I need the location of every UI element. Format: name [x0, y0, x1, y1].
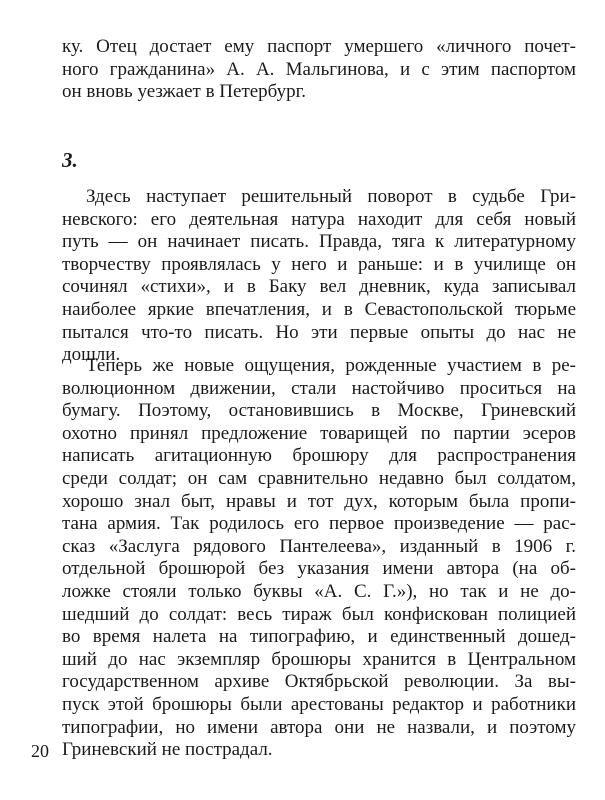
paragraph-2 — [62, 355, 576, 762]
text-line: волюционном движении, стали настойчиво проситься на — [62, 377, 576, 399]
text-line: сказ «Заслуга рядового Пантелеева», изданный в 1906 г. — [62, 535, 576, 557]
paragraph-1 — [62, 186, 576, 367]
text-line: шедший до солдат: весь тираж был конфискован полицией — [62, 603, 576, 625]
text-line: сочинял «стихи», и в Баку вел дневник, куда записывал — [62, 276, 576, 298]
text-line: наиболее яркие впечатления, и в Севастопольской тюрьме — [62, 298, 576, 320]
text-line: бумагу. Поэтому, остановившись в Москве, Гриневский — [62, 400, 576, 422]
section-number: 3. — [62, 148, 78, 172]
text-line: пуск этой брошюры были арестованы редактор и работники — [62, 693, 576, 715]
page-number: 20 — [31, 741, 49, 761]
text-line: охотно принял предложение товарищей по партии эсеров — [62, 422, 576, 444]
text-line: Здесь наступает решительный поворот в судьбе Гри- — [86, 186, 576, 207]
text-line: невского: его деятельная натура находит для себя новый — [62, 208, 576, 230]
text-line: ку. Отец достает ему паспорт умершего «личного почет- — [62, 36, 576, 57]
text-line: тана армия. Так родилось его первое произведение — рас- — [62, 513, 576, 535]
text-line: среди солдат; он сам сравнительно недавно был солдатом, — [62, 467, 576, 489]
continuation-paragraph — [62, 36, 576, 104]
text-line: написать агитационную брошюру для распространения — [62, 445, 576, 467]
text-line: государственном архиве Октябрьской революции. За вы- — [62, 671, 576, 693]
text-line: отдельной брошюрой без указания имени автора (на об- — [62, 558, 576, 580]
text-line: Теперь же новые ощущения, рожденные участием в ре- — [86, 355, 576, 376]
text-line: дошли. — [62, 344, 121, 366]
text-line: путь — он начинает писать. Правда, тяга к литературному — [62, 231, 576, 253]
text-line: во время налета на типографию, и единственный дошед- — [62, 626, 576, 648]
text-line: творчеству проявлялась у него и раньше: и в училище он — [62, 253, 576, 275]
text-line: Гриневский не пострадал. — [62, 739, 273, 761]
text-line: ший до нас экземпляр брошюры хранится в Центральном — [62, 648, 576, 670]
text-line: пытался что-то писать. Но эти первые опыты до нас не — [62, 321, 576, 343]
text-line: хорошо знал быт, нравы и тот дух, которым была пропи- — [62, 490, 576, 512]
text-line: он вновь уезжает в Петербург. — [62, 81, 307, 103]
text-line: типографии, но имени автора они не назвали, и поэтому — [62, 716, 576, 738]
text-line: ложке стояли только буквы «А. С. Г.»), но так и не до- — [62, 580, 576, 602]
text-line: ного гражданина» А. А. Мальгинова, и с этим паспортом — [62, 58, 576, 80]
